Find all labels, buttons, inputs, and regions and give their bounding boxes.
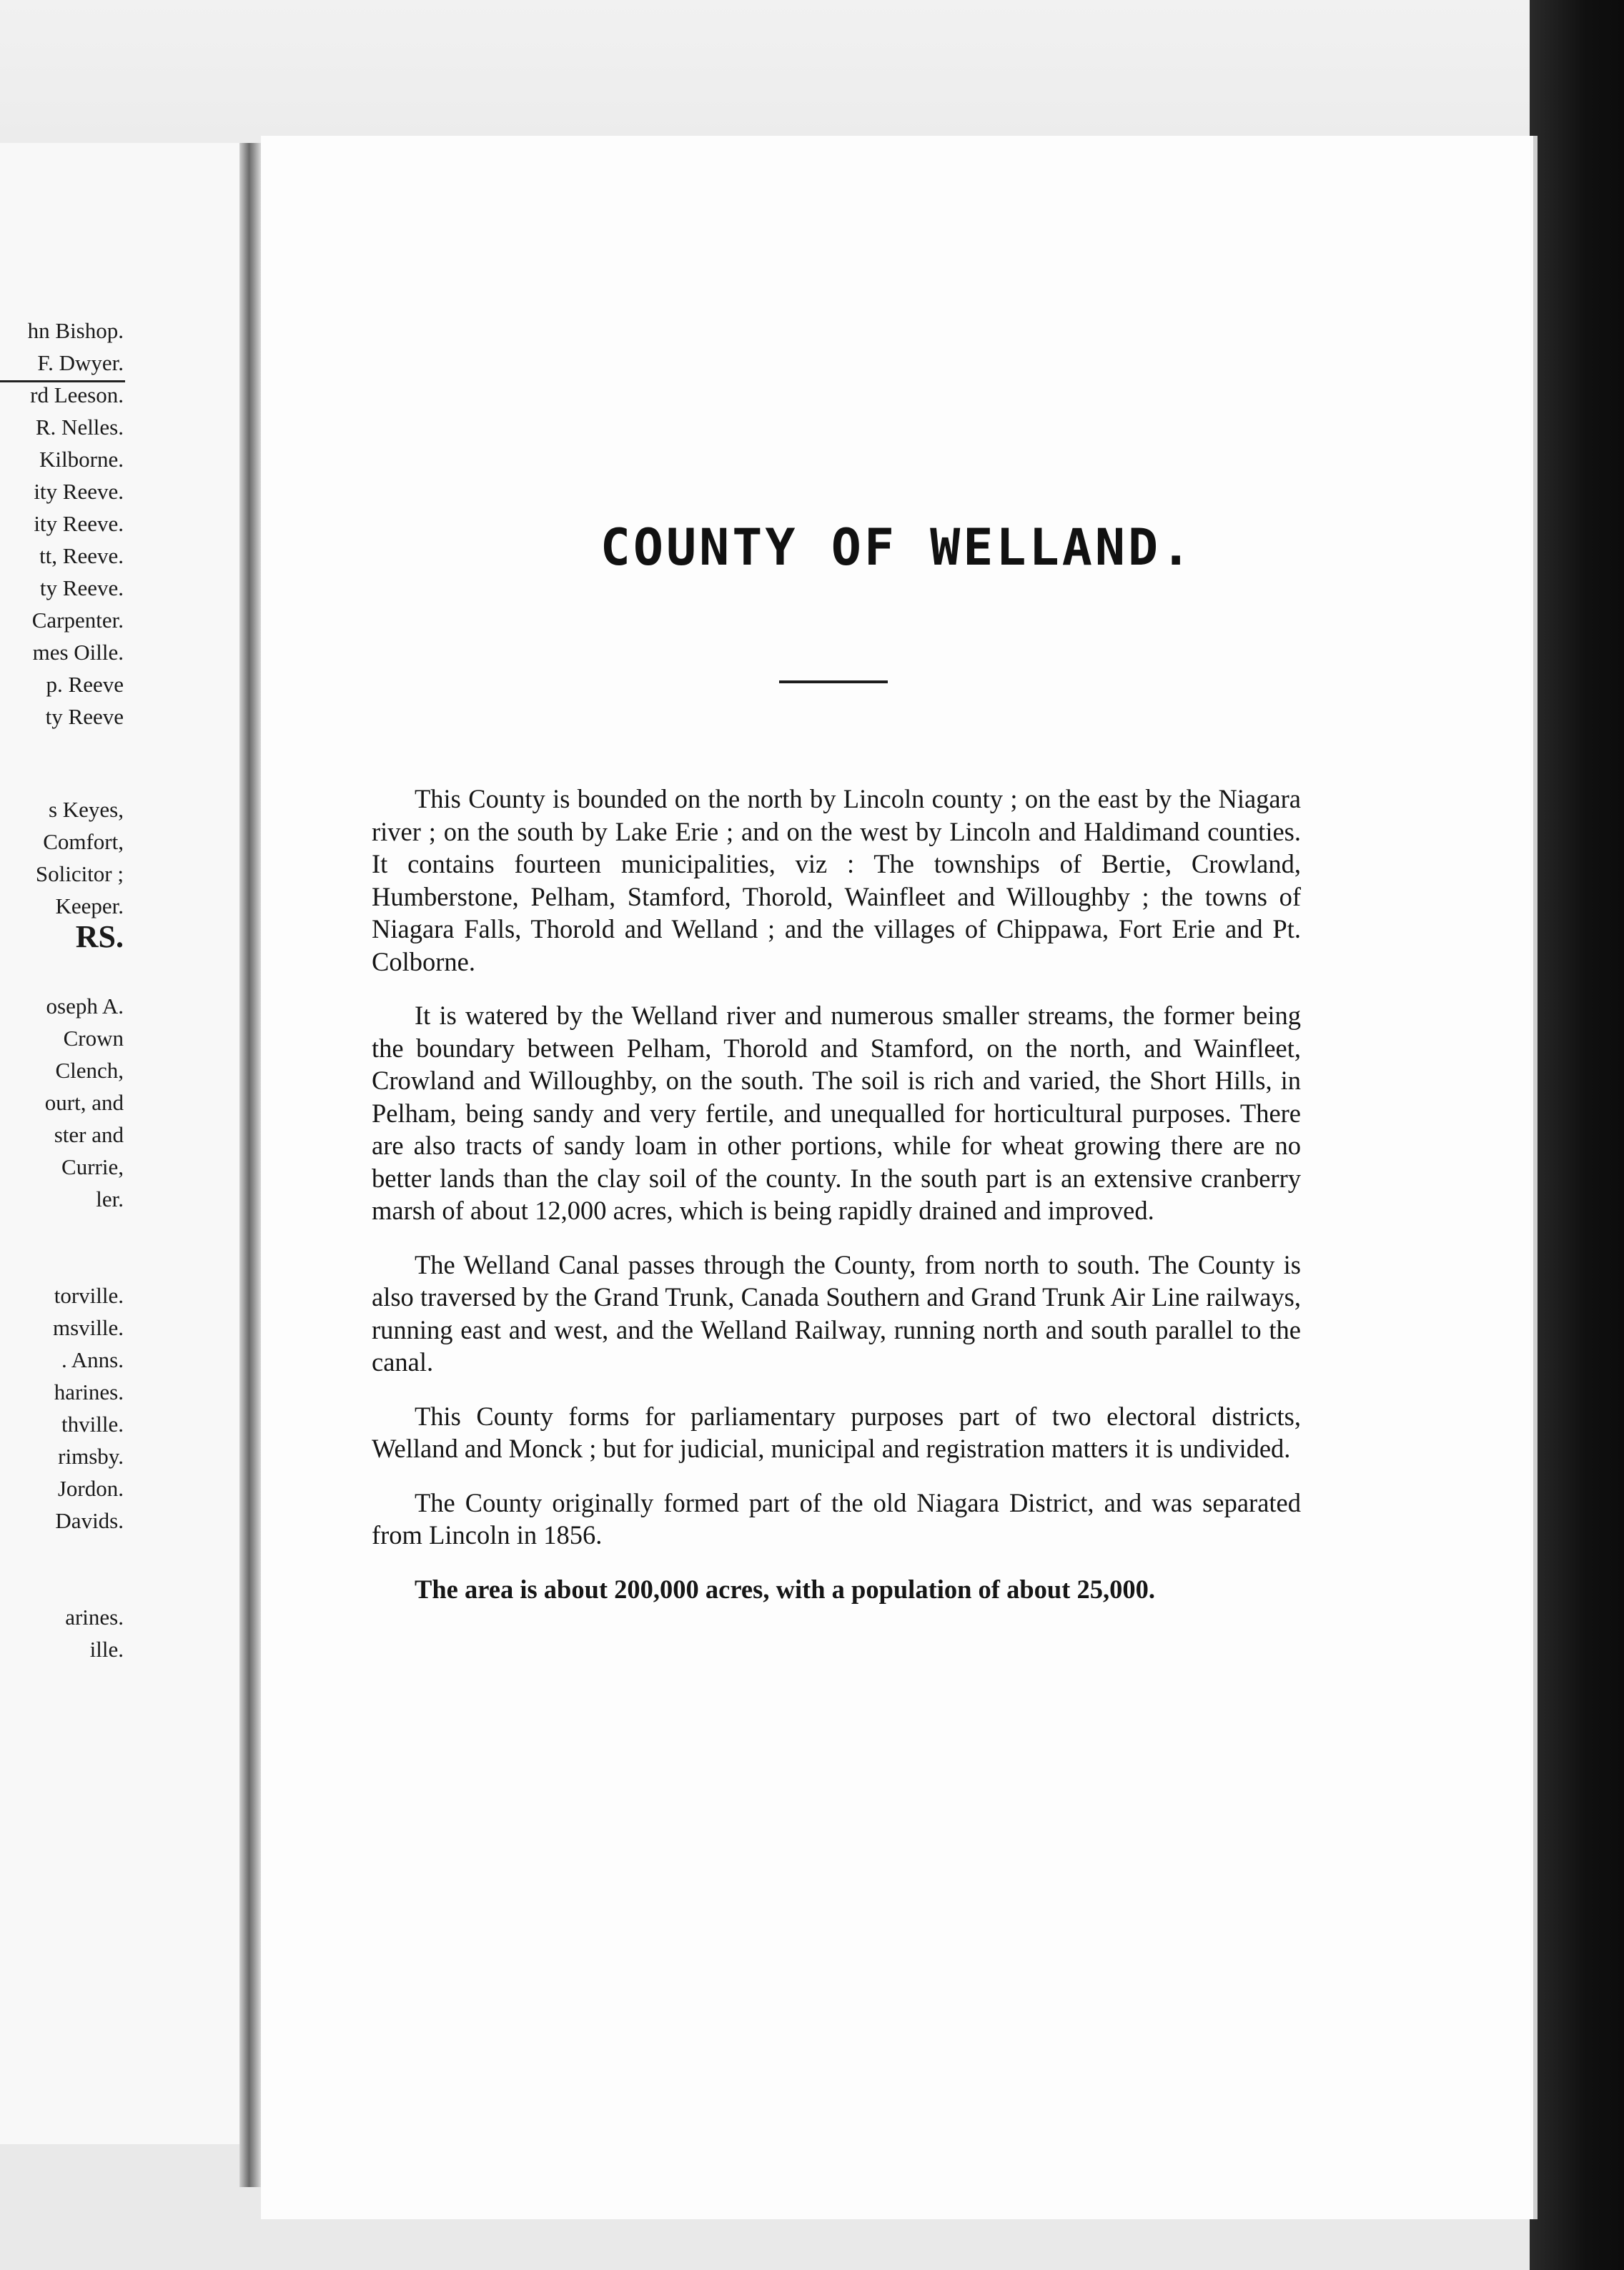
left-page-fragment: p. Reeve (46, 672, 124, 697)
left-page-fragment: RS. (75, 919, 124, 954)
left-facing-page (0, 143, 239, 2144)
left-page-fragment: Crown (63, 1026, 124, 1051)
left-page-fragment: Solicitor ; (35, 861, 124, 886)
left-page-fragment: tt, Reeve. (39, 543, 124, 568)
left-page-fragment: torville. (54, 1283, 124, 1308)
left-page-fragment: Comfort, (43, 829, 124, 854)
left-page-fragment: ler. (96, 1186, 124, 1211)
left-page-fragment: arines. (65, 1605, 124, 1630)
book-gutter (239, 143, 261, 2187)
page-title: COUNTY OF WELLAND. (600, 518, 1194, 577)
left-page-fragment: s Keyes, (48, 797, 124, 822)
left-page-fragment: Jordon. (57, 1476, 124, 1501)
left-page-fragment: Keeper. (55, 893, 124, 918)
left-page-fragment: thville. (61, 1412, 124, 1437)
left-page-fragment: F. Dwyer. (37, 350, 124, 375)
main-page (261, 136, 1533, 2219)
left-page-fragment: oseph A. (46, 993, 124, 1018)
left-page-fragment: . Anns. (61, 1347, 124, 1372)
left-page-fragment: ourt, and (44, 1090, 124, 1115)
left-page-fragment: ille. (89, 1637, 124, 1662)
paragraph-area-population: The area is about 200,000 acres, with a population of about 25,000. (415, 1574, 1155, 1604)
scan-top-margin (0, 0, 1624, 143)
left-page-fragment: msville. (52, 1315, 124, 1340)
left-page-fragment: ity Reeve. (34, 479, 124, 504)
left-page-fragment: Currie, (61, 1154, 124, 1179)
left-page-fragment: Davids. (55, 1508, 124, 1533)
paragraph-electoral: This County forms for parliamentary purposes part of two electoral districts, Welland and Monck ; but for judicial, municipal and registration matters it is undivided. (372, 1401, 1301, 1463)
left-page-fragment: Carpenter. (31, 608, 124, 633)
paragraph-canal-railways: The Welland Canal passes through the County, from north to south. The County is also traversed by the Grand Trunk, Canada Southern and Grand Trunk Air Line railways, running east and west, and the Welland Railway, running north and south parallel to the canal. (372, 1249, 1301, 1377)
left-page-fragment: rd Leeson. (30, 382, 124, 407)
body-text (372, 783, 1301, 1627)
left-page-fragment: ster and (54, 1122, 124, 1147)
left-page-fragment: hn Bishop. (27, 318, 124, 343)
paragraph-waterways-soil: It is watered by the Welland river and numerous smaller streams, the former being the boundary between Pelham, Thorold and Stamford, on the north, and Wainfleet, Crowland and Willoughby, on the south. The soil is rich and varied, the Short Hills, in Pelham, being sandy and very fertile, and unequalled for horticultural purposes. There are also tracts of sandy loam in other portions, while for wheat growing there are no better lands than the clay soil of the county. In the south part is an extensive cranberry marsh of about 12,000 acres, which is being rapidly drained and improved. (372, 1001, 1301, 1225)
left-page-fragment: Clench, (55, 1058, 124, 1083)
left-page-fragment: Kilborne. (39, 447, 124, 472)
title-rule (779, 680, 888, 683)
left-page-fragment: rimsby. (58, 1444, 124, 1469)
left-page-fragment: ity Reeve. (34, 511, 124, 536)
left-page-fragment: R. Nelles. (35, 415, 124, 440)
paragraph-history: The County originally formed part of the old Niagara District, and was separated from Lincoln in 1856. (372, 1487, 1301, 1550)
left-page-fragment: mes Oille. (32, 640, 124, 665)
left-page-fragment: ty Reeve (45, 704, 124, 729)
paragraph-boundaries: This County is bounded on the north by Lincoln county ; on the east by the Niagara river ; on the south by Lake Erie ; and on the west by Lincoln and Haldimand counties. It contains fourteen municipalities, viz : The townships of Bertie, Crowland, Humberstone, Pelham, Stamford, Thorold, Wainfleet and Willoughby ; the towns of Niagara Falls, Thorold and Welland ; and the villages of Chippawa, Fort Erie and Pt. Colborne. (372, 784, 1301, 976)
scan-right-edge (1530, 0, 1624, 2270)
left-page-fragment: harines. (54, 1379, 124, 1404)
left-page-fragment: ty Reeve. (39, 575, 124, 600)
